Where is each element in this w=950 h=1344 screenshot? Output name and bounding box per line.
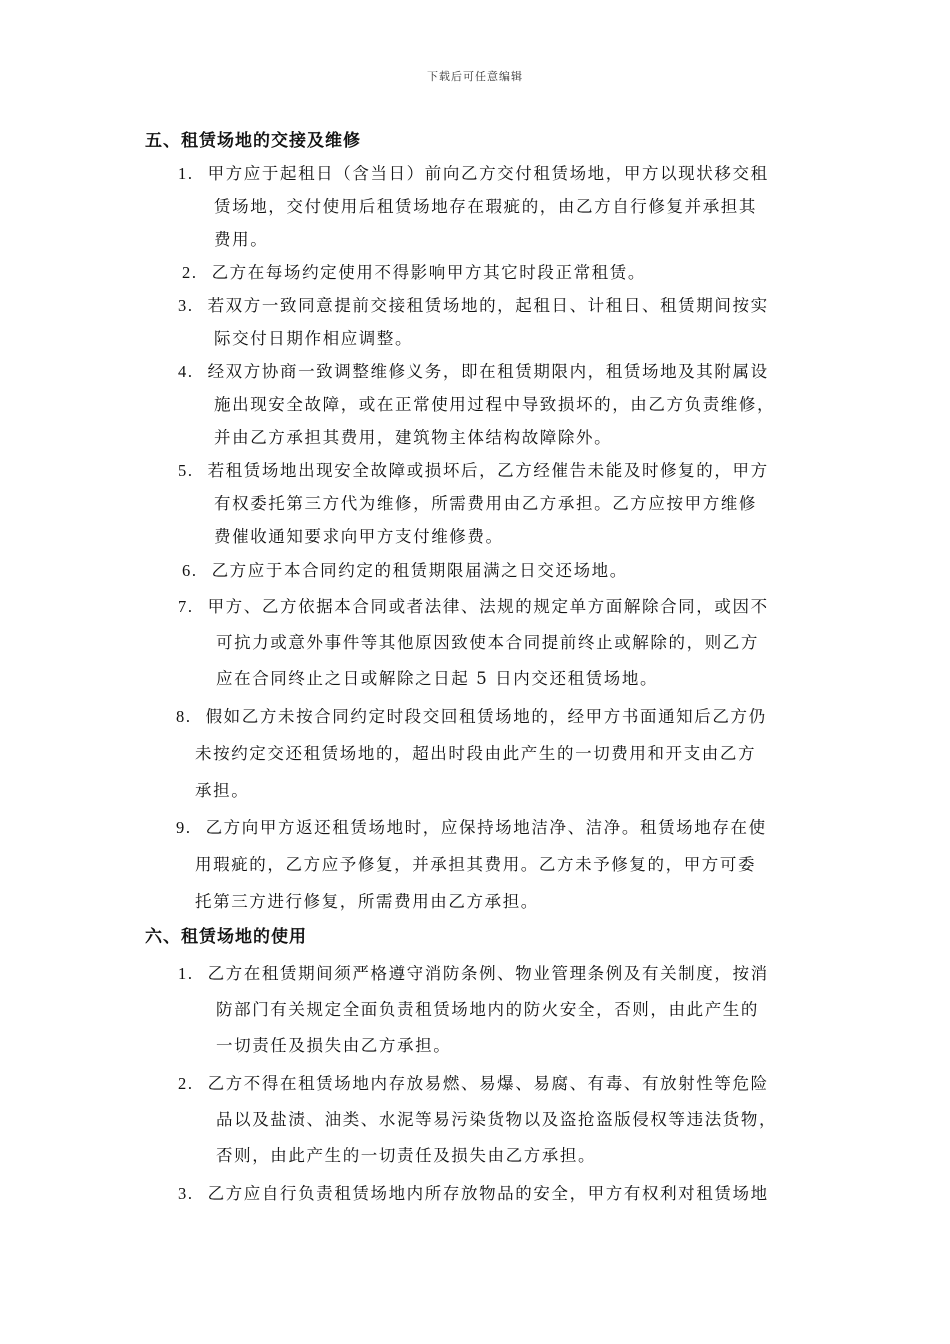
s5-item-9-line-3: 托第三方进行修复，所需费用由乙方承担。 — [195, 892, 539, 911]
s5-item-8-line-3: 承担。 — [195, 781, 250, 800]
s6-item-1-line-3: 一切责任及损失由乙方承担。 — [216, 1036, 452, 1055]
s5-item-7-line-3: 应在合同终止之日或解除之日起 5 日内交还租赁场地。 — [216, 669, 659, 688]
s5-item-8-line-1 — [176, 703, 767, 727]
s6-item-3-line-1 — [178, 1180, 769, 1204]
s5-item-8-line-2: 未按约定交还租赁场地的，超出时段由此产生的一切费用和开支由乙方 — [195, 744, 757, 763]
s5-item-3-number: 3. — [178, 296, 194, 315]
s5-item-5-number: 5. — [178, 461, 194, 480]
s5-item-4-number: 4. — [178, 362, 194, 381]
s5-item-7-number: 7. — [178, 597, 194, 616]
s5-item-7-line-1 — [178, 593, 769, 617]
header-note: 下载后可任意编辑 — [427, 70, 523, 83]
line-text: 甲方、乙方依据本合同或者法律、法规的规定单方面解除合同，或因不 — [207, 597, 769, 616]
line-text: 乙方应自行负责租赁场地内所存放物品的安全，甲方有权利对租赁场地 — [207, 1184, 769, 1203]
line-text: 若租赁场地出现安全故障或损坏后，乙方经催告未能及时修复的，甲方 — [207, 461, 769, 480]
s6-item-1-line-1 — [178, 960, 769, 984]
line-text: 经双方协商一致调整维修义务，即在租赁期限内，租赁场地及其附属设 — [207, 362, 769, 381]
section-5-heading: 五、租赁场地的交接及维修 — [145, 131, 361, 151]
s5-item-8-number: 8. — [176, 707, 192, 726]
s6-item-1-number: 1. — [178, 964, 194, 983]
s5-item-9-line-1 — [176, 814, 767, 838]
line-text: 乙方在租赁期间须严格遵守消防条例、物业管理条例及有关制度，按消 — [207, 964, 769, 983]
s5-item-1-line-2: 赁场地，交付使用后租赁场地存在瑕疵的，由乙方自行修复并承担其 — [214, 197, 757, 216]
s5-item-7-line-2: 可抗力或意外事件等其他原因致使本合同提前终止或解除的，则乙方 — [216, 633, 759, 652]
s5-item-5-line-3: 费催收通知要求向甲方支付维修费。 — [214, 527, 504, 546]
line-text: 乙方在每场约定使用不得影响甲方其它时段正常租赁。 — [211, 263, 646, 282]
s5-item-9-number: 9. — [176, 818, 192, 837]
s5-item-2-line-1 — [182, 259, 646, 283]
s5-item-3-line-2: 际交付日期作相应调整。 — [214, 329, 414, 348]
line-text: 假如乙方未按合同约定时段交回租赁场地的，经甲方书面通知后乙方仍 — [205, 707, 767, 726]
section-6-heading: 六、租赁场地的使用 — [145, 927, 307, 947]
s5-item-5-line-1 — [178, 457, 769, 481]
s6-item-3-number: 3. — [178, 1184, 194, 1203]
s5-item-1-line-3: 费用。 — [214, 230, 269, 249]
s6-item-2-line-2: 品以及盐渍、油类、水泥等易污染货物以及盗抢盗版侵权等违法货物， — [216, 1110, 778, 1129]
s6-item-2-line-1 — [178, 1070, 769, 1094]
s5-item-4-line-2: 施出现安全故障，或在正常使用过程中导致损坏的，由乙方负责维修， — [214, 395, 776, 414]
line-text: 乙方向甲方返还租赁场地时，应保持场地洁净、洁净。租赁场地存在使 — [205, 818, 767, 837]
s5-item-4-line-3: 并由乙方承担其费用，建筑物主体结构故障除外。 — [214, 428, 613, 447]
s5-item-1-number: 1. — [178, 164, 194, 183]
s5-item-5-line-2: 有权委托第三方代为维修，所需费用由乙方承担。乙方应按甲方维修 — [214, 494, 757, 513]
s5-item-6-number: 6. — [182, 561, 198, 580]
s6-item-1-line-2: 防部门有关规定全面负责租赁场地内的防火安全，否则，由此产生的 — [216, 1000, 759, 1019]
line-text: 若双方一致同意提前交接租赁场地的，起租日、计租日、租赁期间按实 — [207, 296, 769, 315]
s5-item-2-number: 2. — [182, 263, 198, 282]
s5-item-3-line-1 — [178, 292, 769, 316]
s6-item-2-line-3: 否则，由此产生的一切责任及损失由乙方承担。 — [216, 1146, 597, 1165]
s5-item-1-line-1 — [178, 160, 769, 184]
line-text: 甲方应于起租日（含当日）前向乙方交付租赁场地，甲方以现状移交租 — [207, 164, 769, 183]
s5-item-9-line-2: 用瑕疵的，乙方应予修复，并承担其费用。乙方未予修复的，甲方可委 — [195, 855, 757, 874]
s5-item-4-line-1 — [178, 358, 769, 382]
s6-item-2-number: 2. — [178, 1074, 194, 1093]
s5-item-6-line-1 — [182, 557, 628, 581]
line-text: 乙方不得在租赁场地内存放易燃、易爆、易腐、有毒、有放射性等危险 — [207, 1074, 769, 1093]
line-text: 乙方应于本合同约定的租赁期限届满之日交还场地。 — [211, 561, 628, 580]
